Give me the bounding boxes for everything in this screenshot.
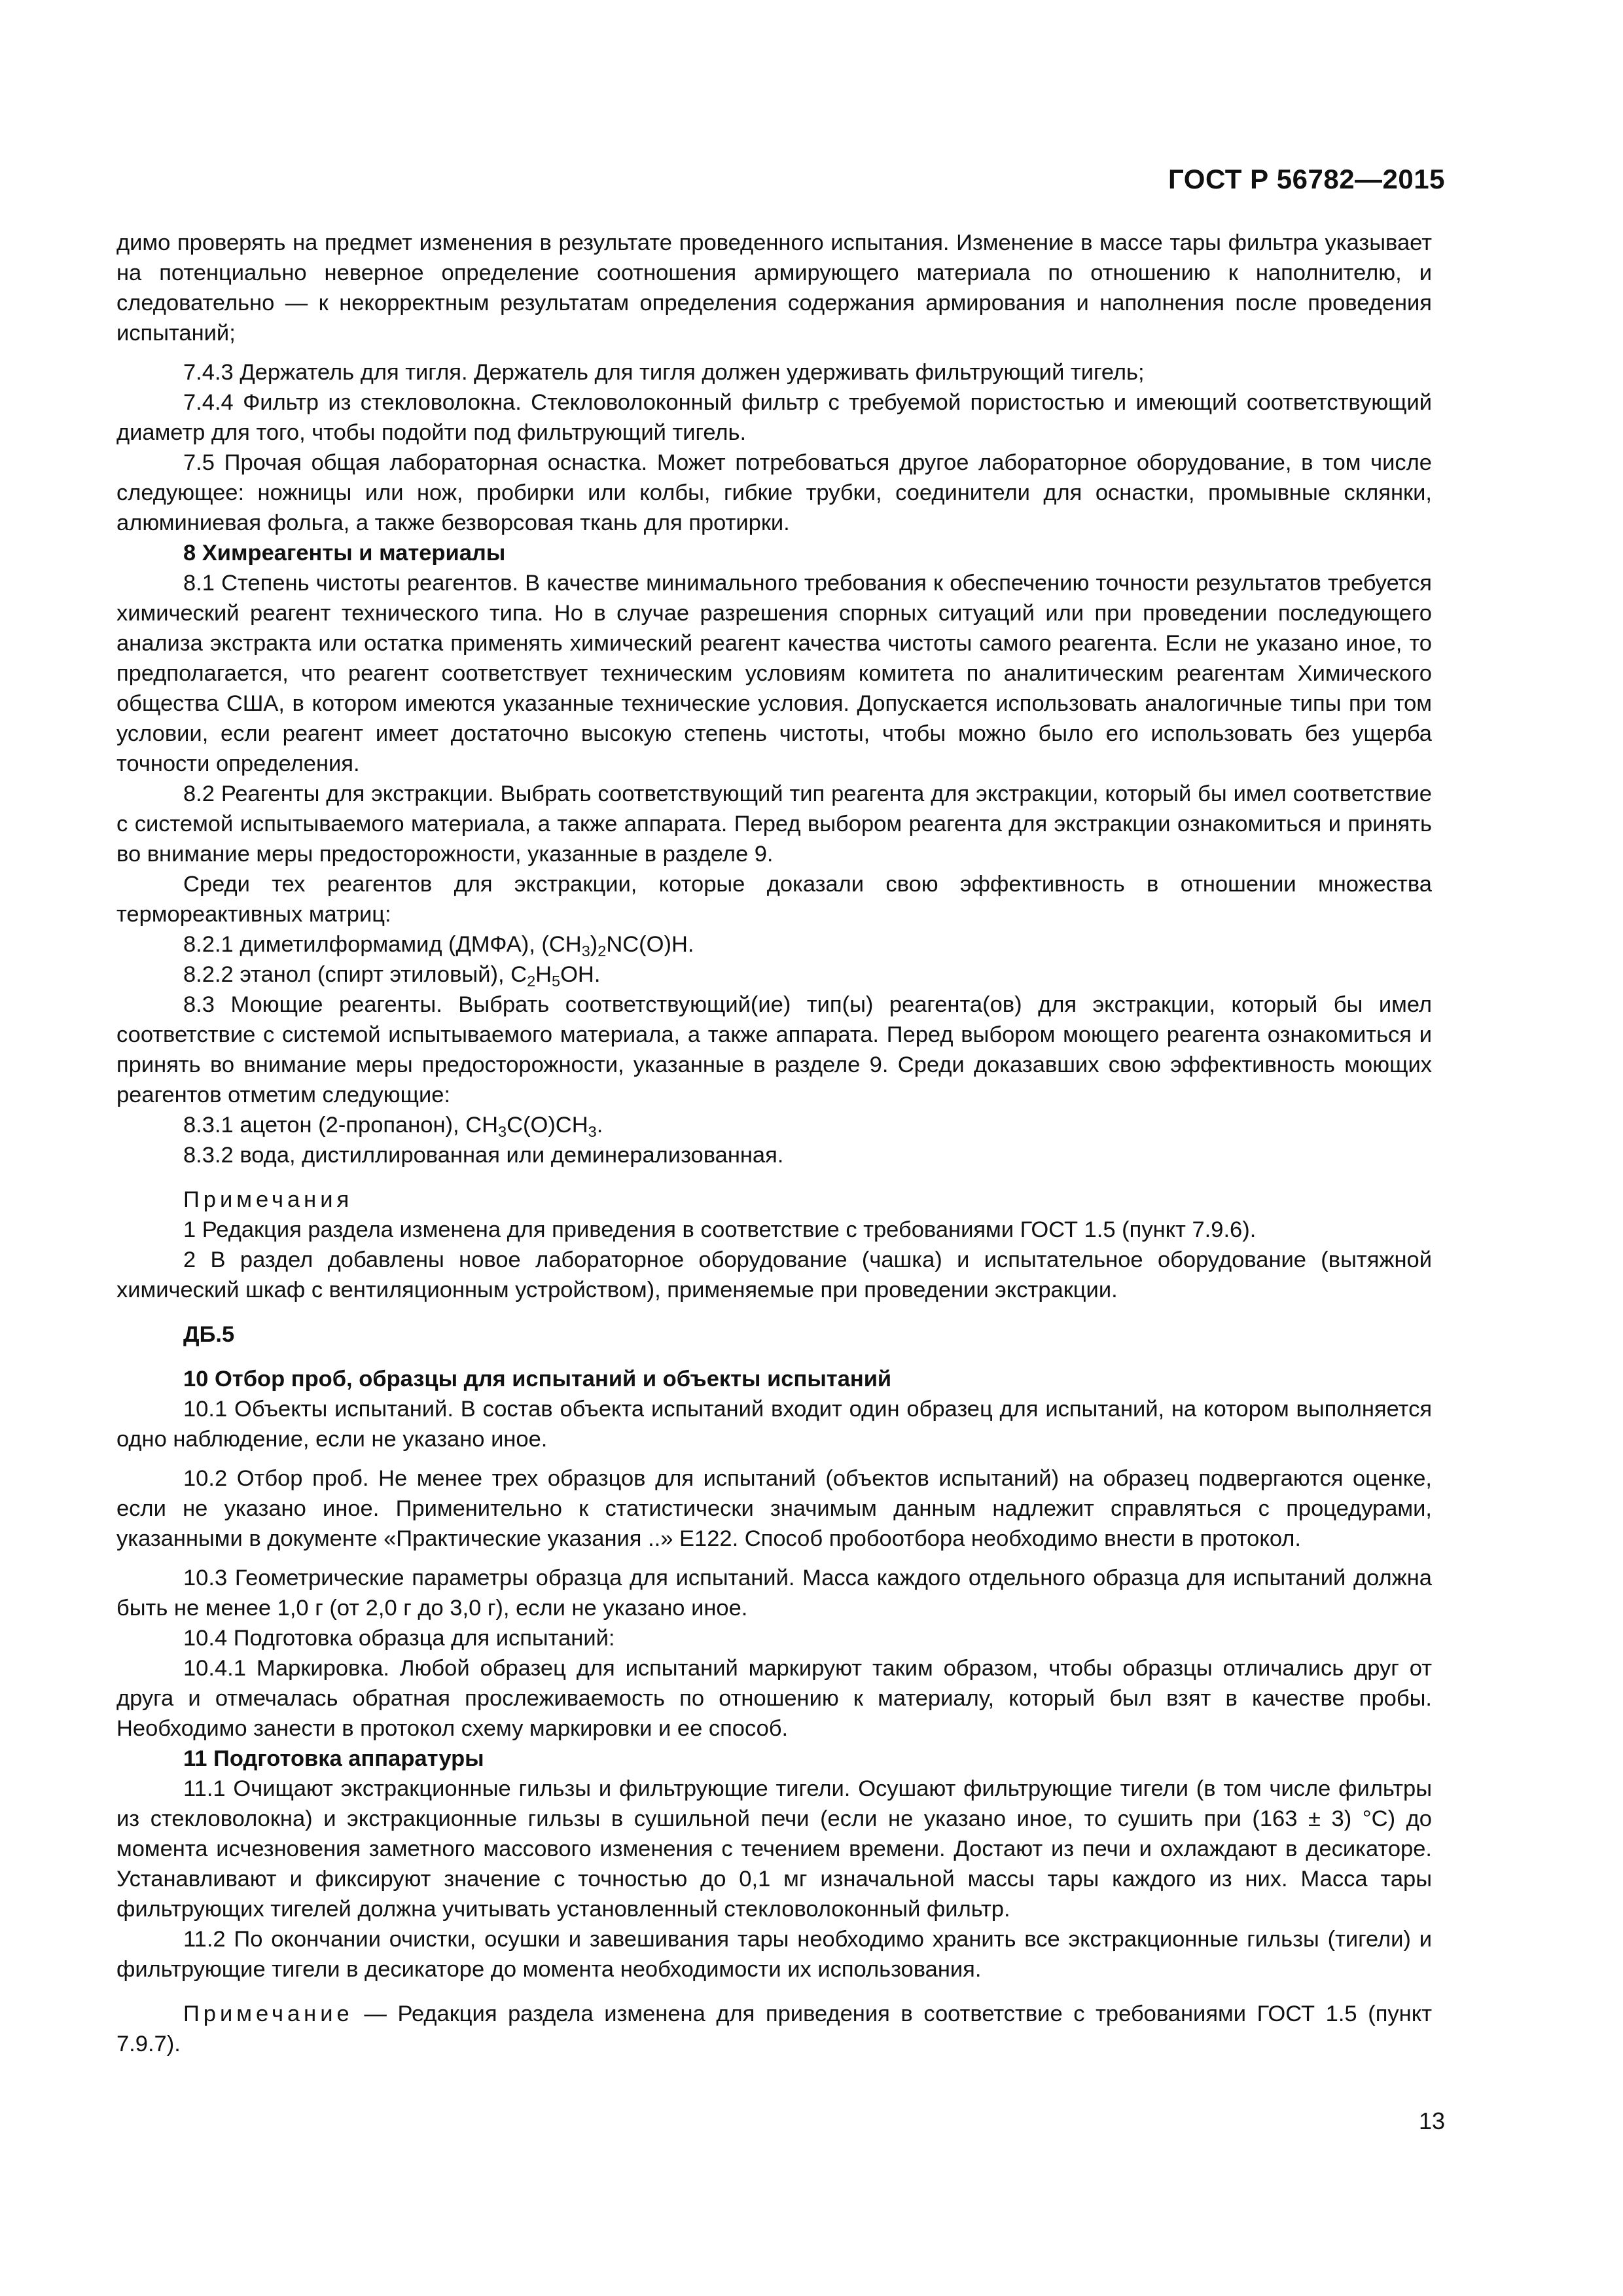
note-1: 1 Редакция раздела изменена для приведения в соответствие с требованиями ГОСТ 1.5 (пункт 7.9.6).: [183, 1217, 1257, 1242]
note-label: Примечание: [183, 2001, 353, 2026]
paragraph-8-3: 8.3 Моющие реагенты. Выбрать соответствующий(ие) тип(ы) реагента(ов) для экстракции, который бы имел соответствие с системой испытываемого материала, а также аппарата. Перед выбором моющего реагента ознакомиться и принять во внимание меры предосторожности, указанные в разделе 9. Среди доказавших свою эффективность моющих реагентов отметим следующие:: [116, 992, 1432, 1107]
paragraph-continuation: димо проверять на предмет изменения в результате проведенного испытания. Изменение в массе тары фильтра указывает на потенциально неверное определение соотношения армирующего материала по отношению к наполнителю, и следовательно — к некорректным результатам определения содержания армирования и наполнения после проведения испытаний;: [116, 230, 1432, 346]
paragraph-8-1: 8.1 Степень чистоты реагентов. В качестве минимального требования к обеспечению точности результатов требуется химический реагент технического типа. Но в случае разрешения спорных ситуаций или при проведении последующего анализа экстракта или остатка применять химический реагент качества чистоты самого реагента. Если не указано иное, то предполагается, что реагент соответствует техническим условиям комитета по аналитическим реагентам Химического общества США, в котором имеются указанные технические условия. Допускается использовать аналогичные типы при том условии, если реагент имеет достаточно высокую степень чистоты, чтобы можно было его использовать без ущерба точности определения.: [116, 571, 1432, 776]
paragraph-7-5: 7.5 Прочая общая лабораторная оснастка. Может потребоваться другое лабораторное оборудование, в том числе следующее: ножницы или нож, пробирки или колбы, гибкие трубки, соединители для оснастки, промывные склянки, алюминиевая фольга, а также безворсовая ткань для протирки.: [116, 450, 1432, 535]
paragraph-8-2-2: 8.2.2 этанол (спирт этиловый), $C_2H_5OH$.: [183, 962, 601, 990]
note-2: 2 В раздел добавлены новое лабораторное оборудование (чашка) и испытательное оборудование (вытяжной химический шкаф с вентиляционным устройством), применяемые при проведении экстракции.: [116, 1247, 1432, 1302]
paragraph-8-3-2: 8.3.2 вода, дистиллированная или деминерализованная.: [183, 1143, 784, 1168]
paragraph-extraction-reagents: Среди тех реагентов для экстракции, которые доказали свою эффективность в отношении множества термореактивных матриц:: [116, 872, 1432, 927]
section-heading-11: 11 Подготовка аппаратуры: [183, 1746, 484, 1771]
paragraph-8-3-1: 8.3.1 ацетон (2-пропанон), $CH_3C(O)CH_3$.: [183, 1113, 603, 1141]
paragraph-10-4: 10.4 Подготовка образца для испытаний:: [183, 1626, 615, 1651]
paragraph-8-2: 8.2 Реагенты для экстракции. Выбрать соответствующий тип реагента для экстракции, который бы имел соответствие с системой испытываемого материала, а также аппарата. Перед выбором реагента для экстракции ознакомиться и принять во внимание меры предосторожности, указанные в разделе 9.: [116, 781, 1432, 867]
page-number: 13: [1418, 2108, 1445, 2134]
paragraph-10-4-1: 10.4.1 Маркировка. Любой образец для испытаний маркируют таким образом, чтобы образцы отличались друг от друга и отмечалась обратная прослеживаемость по отношению к материалу, который был взят в качестве пробы. Необходимо занести в протокол схему маркировки и ее способ.: [116, 1656, 1432, 1741]
paragraph-11-2: 11.2 По окончании очистки, осушки и завешивания тары необходимо хранить все экстракционные гильзы (тигели) и фильтрующие тигели в десикаторе до момента необходимости их использования.: [116, 1927, 1432, 1982]
document-body: [116, 228, 1432, 2059]
note-text: — Редакция раздела изменена для приведения в соответствие с требованиями ГОСТ 1.5 (пункт 7.9.7).: [116, 2001, 1432, 2056]
document-id-header: ГОСТ Р 56782—2015: [1168, 164, 1445, 194]
note-final: [116, 1999, 1432, 2059]
paragraph-10-2: 10.2 Отбор проб. Не менее трех образцов для испытаний (объектов испытаний) на образец подвергаются оценке, если не указано иное. Применительно к статистически значимым данным надлежит справляться с процедурами, указанными в документе «Практические указания ..» E122. Способ пробоотбора необходимо внести в протокол.: [116, 1466, 1432, 1551]
paragraph-8-2-1: 8.2.1 диметилформамид (ДМФА), $(CH_3)_2NC(O)H$.: [183, 932, 694, 960]
notes-label: Примечания: [183, 1187, 353, 1212]
paragraph-7-4-3: 7.4.3 Держатель для тигля. Держатель для тигля должен удерживать фильтрующий тигель;: [183, 360, 1145, 385]
section-heading-8: 8 Химреагенты и материалы: [183, 541, 506, 565]
paragraph-10-3: 10.3 Геометрические параметры образца для испытаний. Масса каждого отдельного образца для испытаний должна быть не менее 1,0 г (от 2,0 г до 3,0 г), если не указано иное.: [116, 1566, 1432, 1621]
paragraph-11-1: 11.1 Очищают экстракционные гильзы и фильтрующие тигели. Осушают фильтрующие тигели (в том числе фильтры из стекловолокна) и экстракционные гильзы в сушильной печи (если не указано иное, то сушить при (163 ± 3) °C) до момента исчезновения заметного массового изменения с течением времени. Достают из печи и охлаждают в десикаторе. Устанавливают и фиксируют значение с точностью до 0,1 мг изначальной массы тары каждого из них. Масса тары фильтрующих тигелей должна учитывать установленный стекловолоконный фильтр.: [116, 1776, 1432, 1922]
section-heading-10: 10 Отбор проб, образцы для испытаний и объекты испытаний: [183, 1367, 892, 1391]
paragraph-7-4-4: 7.4.4 Фильтр из стекловолокна. Стекловолоконный фильтр с требуемой пористостью и имеющий соответствующий диаметр для того, чтобы подойти под фильтрующий тигель.: [116, 390, 1432, 445]
annex-heading-db5: ДБ.5: [183, 1322, 235, 1347]
paragraph-10-1: 10.1 Объекты испытаний. В состав объекта испытаний входит один образец для испытаний, на котором выполняется одно наблюдение, если не указано иное.: [116, 1397, 1432, 1452]
